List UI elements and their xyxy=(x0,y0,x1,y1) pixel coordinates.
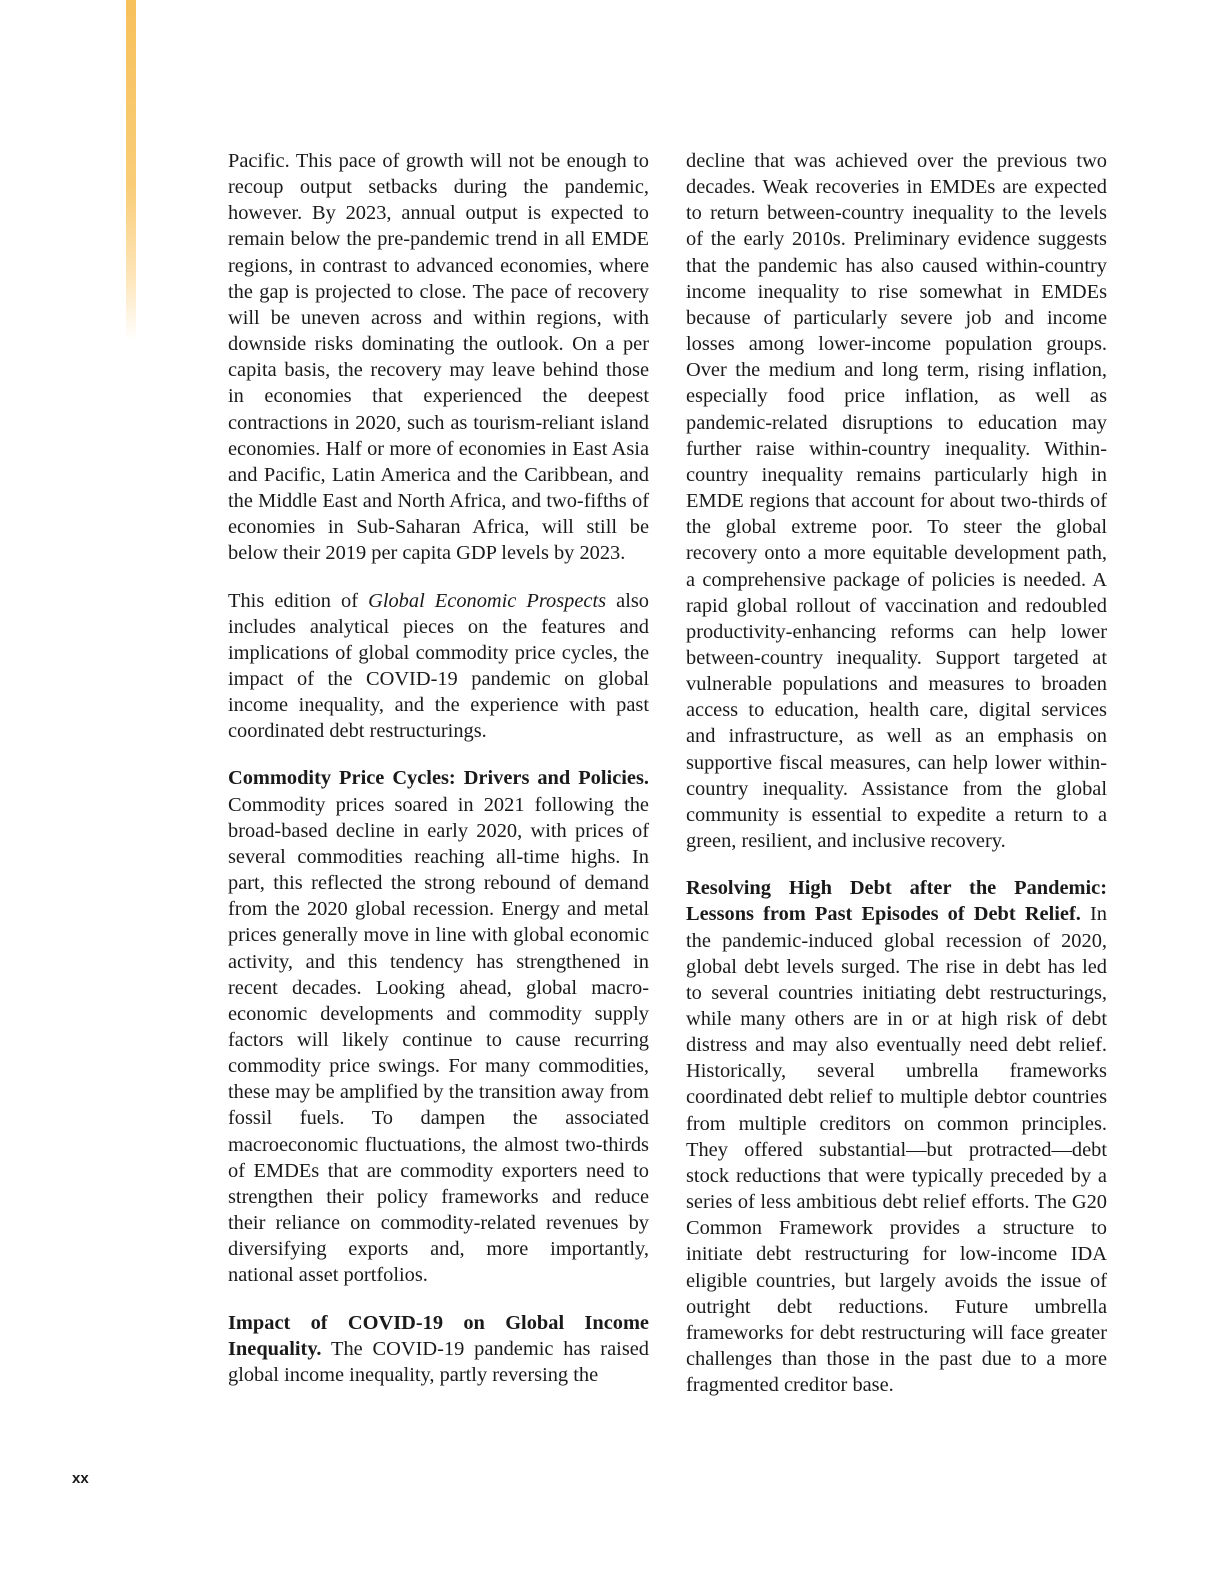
paragraph-commodity-cycles xyxy=(228,765,649,1288)
paragraph-text: Commodity prices soared in 2021 following the broad-based decline in early 2020, with prices of several commodities reaching all-time highs. In part, this reflected the strong rebound of demand from the 2020 global recession. Energy and metal prices generally move in line with global economic activity, and this tendency has strengthened in recent decades. Looking ahead, global macroeconomic developments and commodity supply factors will likely continue to cause recurring commodity price swings. For many commodities, these may be amplified by the transition away from fossil fuels. To dampen the associated macroeconomic fluctuations, the almost two-thirds of EMDEs that are commodity exporters need to strengthen their policy frameworks and reduce their reliance on commodity-related revenues by diversifying exports and, more importantly, national asset portfolios. xyxy=(228,793,649,1287)
side-accent-bar xyxy=(126,0,136,340)
paragraph-debt-relief xyxy=(686,875,1107,1398)
report-title-italic: Global Economic Prospects xyxy=(368,589,607,612)
paragraph-regional-outlook xyxy=(228,148,649,567)
section-heading-debt: Resolving High Debt after the Pandemic: Lessons from Past Episodes of Debt Relief. xyxy=(686,877,1107,926)
page-number: xx xyxy=(72,1470,89,1487)
paragraph-text: decline that was achieved over the previous two decades. Weak recoveries in EMDEs are expected to return between-country inequality to the levels of the early 2010s. Preliminary evidence suggests that the pandemic has also caused within-country income inequality to rise somewhat in EMDEs because of particularly severe job and income losses among lower-income population groups. Over the medium and long term, rising inflation, especially food price inflation, as well as pandemic-related disruptions to education may further raise within-country inequality. Within-country inequality remains particularly high in EMDE regions that account for about two-thirds of the global extreme poor. To steer the global recovery onto a more equitable development path, a comprehensive package of policies is needed. A rapid global rollout of vaccination and redoubled productivity-enhancing reforms can help lower between-country inequality. Support targeted at vulnerable populations and measures to broaden access to education, health care, digital services and infrastructure, as well as an emphasis on supportive fiscal measures, can help lower within-country inequality. Assistance from the global community is essential to expedite a return to a green, resilient, and inclusive recovery. xyxy=(686,150,1107,853)
paragraph-text: This edition of xyxy=(228,589,369,612)
paragraph-text: In the pandemic-induced global recession of 2020, global debt levels surged. The rise in debt has led to several countries initiating debt restructurings, while many others are in or at high risk of debt distress and may also eventually need debt relief. Historically, several umbrella frameworks coordinated debt relief to multiple debtor countries from multiple creditors on common principles. They offered substantial—but protracted—debt stock reductions that were typically preceded by a series of less ambitious debt relief efforts. The G20 Common Framework provides a structure to initiate debt restructuring for low-income IDA eligible countries, but largely avoids the issue of outright debt reductions. Future umbrella frameworks for debt restructuring will face greater challenges than those in the past due to a more fragmented creditor base. xyxy=(686,903,1108,1397)
paragraph-income-inequality xyxy=(228,1310,649,1388)
right-column xyxy=(686,148,1107,1419)
paragraph-text: Pacific. This pace of growth will not be enough to recoup output setbacks during the pandemic, however. By 2023, annual output is expected to remain below the pre-pandemic trend in all EMDE regions, in contrast to advanced economies, where the gap is projected to close. The pace of recovery will be uneven across and within regions, with downside risks dominating the outlook. On a per capita basis, the recovery may leave behind those in economies that experienced the deepest contractions in 2020, such as tourism-reliant island economies. Half or more of economies in East Asia and Pacific, Latin America and the Caribbean, and the Middle East and North Africa, and two-fifths of economies in Sub-Saharan Africa, will still be below their 2019 per capita GDP levels by 2023. xyxy=(228,150,649,565)
paragraph-text: The COVID-19 pandemic has raised global income inequality, partly reversing the xyxy=(228,1337,649,1386)
paragraph-edition-intro xyxy=(228,588,649,745)
paragraph-inequality-continued xyxy=(686,148,1107,854)
section-heading-commodity: Commodity Price Cycles: Drivers and Policies. xyxy=(228,767,649,790)
left-column xyxy=(228,148,649,1409)
paragraph-text: also includes analytical pieces on the features and implications of global commodity price cycles, the impact of the COVID-19 pandemic on global income inequality, and the experience with past coordinated debt restructurings. xyxy=(228,589,649,743)
section-heading-inequality: Impact of COVID-19 on Global Income Inequality. xyxy=(228,1311,649,1360)
